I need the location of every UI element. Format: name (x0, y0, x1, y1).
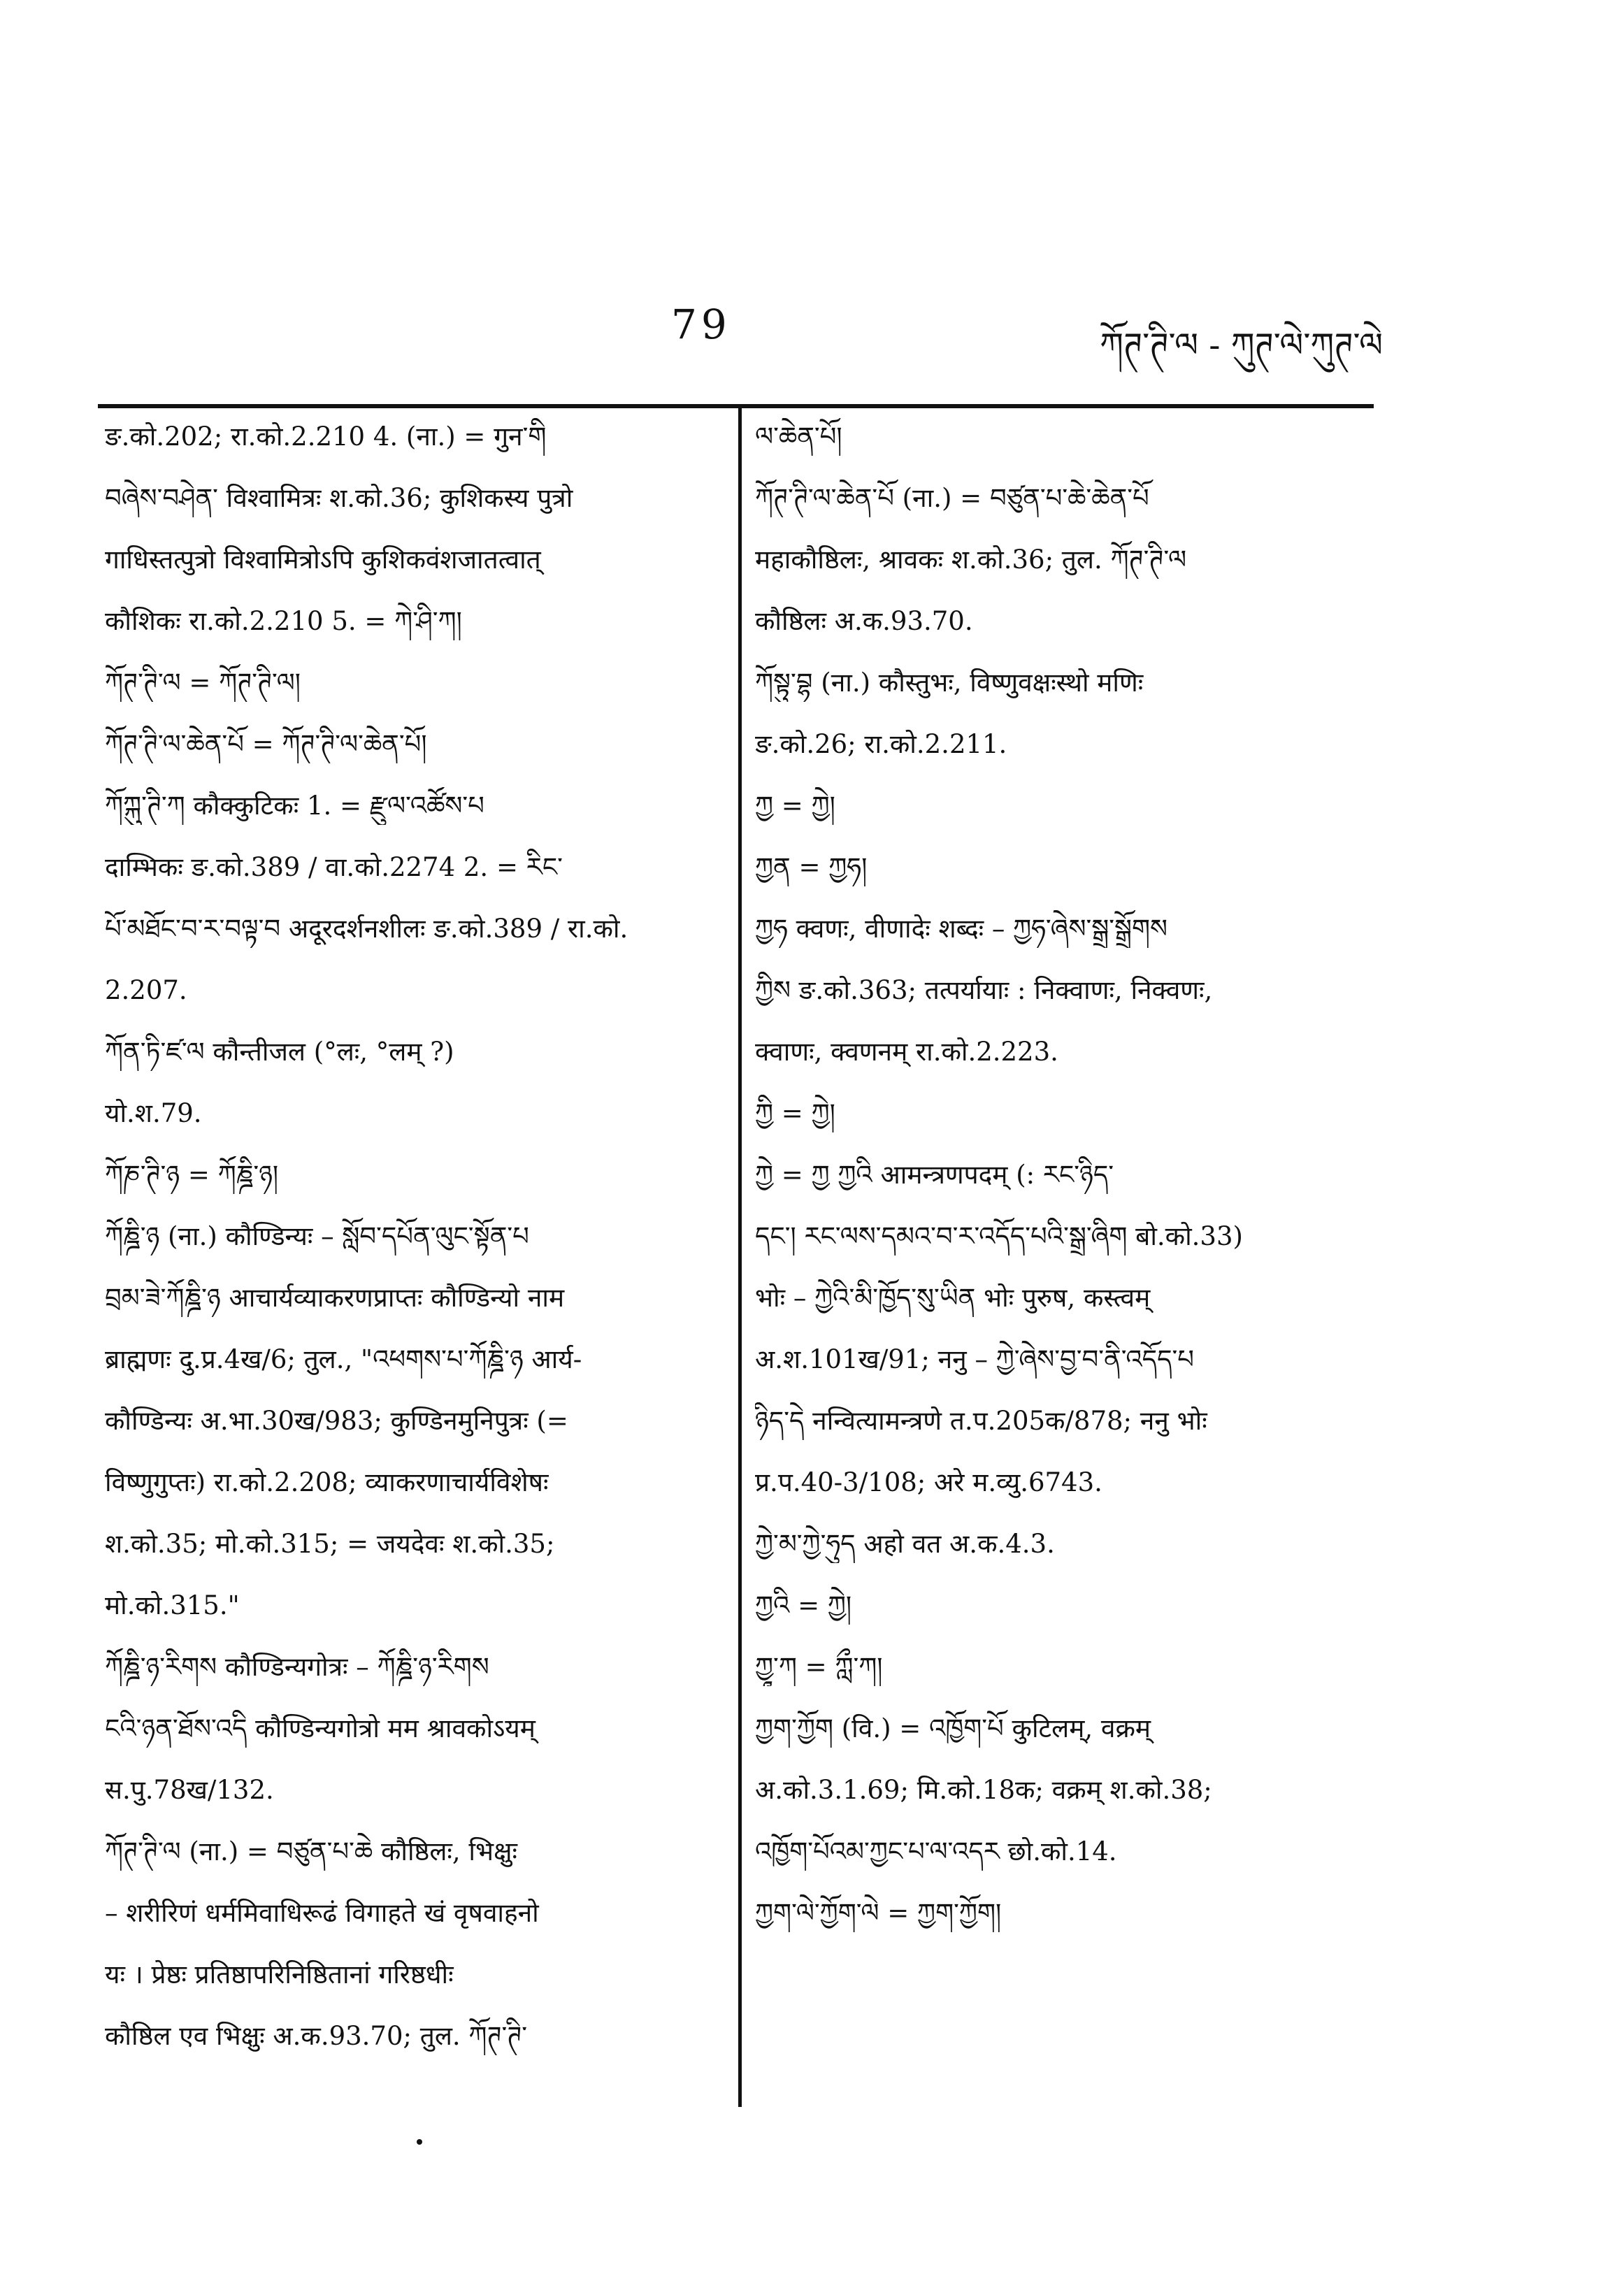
dictionary-line: गाधिस्तत्पुत्रो विश्वामित्रोऽपि कुशिकवंशजातत्वात् (105, 545, 541, 575)
dictionary-line: ཉིད་དེ नन्वित्यामन्त्रणे त.प.205क/878; ननु भोः (755, 1406, 1207, 1436)
dictionary-line: བཞེས་བཤེན་ विश्वामित्रः श.को.36; कुशिकस्य पुत्रो (105, 483, 573, 513)
dictionary-line: विष्णुगुप्तः) रा.को.2.208; व्याकरणाचार्यविशेषः (105, 1467, 549, 1497)
dictionary-line: ཀྱག་ལེ་ཀྱོག་ལེ = ཀྱག་ཀྱོག། (755, 1898, 1002, 1928)
dictionary-line: अ.को.3.1.69; मि.को.18क; वक्रम् श.को.38; (755, 1775, 1212, 1805)
dictionary-line: ཀོསྟུ་བྷ (ना.) कौस्तुभः, विष्णुवक्षःस्थो मणिः (755, 668, 1144, 698)
dictionary-line: ཀོཊ་ཊི་ལ = ཀོཊ་ཊི་ལ། (105, 668, 301, 698)
dictionary-line: ངའི་ཉན་ཐོས་འདི कौण्डिन्यगोत्रो मम श्रावकोऽयम् (105, 1713, 536, 1743)
dictionary-line: दाम्भिकः ङ.को.389 / वा.को.2274 2. = རིང་ (105, 852, 563, 882)
dictionary-line: བྲམ་ཟེ་ཀོཎྜི་ཉ आचार्यव्याकरणप्राप्तः कौण्डिन्यो नाम (105, 1283, 565, 1313)
left-column (105, 418, 713, 2079)
dictionary-line: – शरीरिणं धर्ममिवाधिरूढं विगाहते खं वृषवाहनो (105, 1898, 539, 1928)
dictionary-line: महाकौष्ठिलः, श्रावकः श.को.36; तुल. ཀོཊ་ཊི་ལ (755, 545, 1187, 575)
dictionary-line: मो.को.315." (105, 1590, 240, 1620)
page-number: 79 (671, 301, 731, 348)
dictionary-line: क्वाणः, क्वणनम् रा.को.2.223. (755, 1037, 1058, 1067)
dictionary-line: ཀྱག་ཀྱོག (वि.) = འཁྱོག་པོ कुटिलम्, वक्रम् (755, 1713, 1151, 1743)
dictionary-line: ཀྱེ = ཀྱ ཀྱའི आमन्त्रणपदम् (: རང་ཉིད་ (755, 1160, 1114, 1190)
dictionary-line: ཀོཎ་ཊི་ཉ = ཀོཎྜི་ཉ། (105, 1160, 279, 1190)
dictionary-line: ब्राह्मणः दु.प्र.4ख/6; तुल., "འཕགས་པ་ཀོཎྜི་ཉ आर्य- (105, 1344, 582, 1374)
dictionary-line: ཀོཀྐུ་ཊི་ཀ कौक्कुटिकः 1. = རྫུལ་འཚོས་པ (105, 791, 484, 821)
dictionary-line: कौष्ठिल एव भिक्षुः अ.क.93.70; तुल. ཀོཊ་ཊི་ (105, 2021, 528, 2051)
dictionary-line: अ.श.101ख/91; ननु – ཀྱེ་ཞེས་བྱ་བ་ནི་འདོད་པ (755, 1344, 1195, 1374)
dictionary-line: ཀོཊ་ཊི་ལ (ना.) = བཙུན་པ་ཆེ कौष्ठिलः, भिक्षुः (105, 1836, 518, 1866)
right-column (755, 418, 1370, 1956)
dictionary-line: ङ.को.26; रा.को.2.211. (755, 729, 1007, 759)
dictionary-line: ཀྱི = ཀྱེ། (755, 1098, 835, 1128)
running-head: ཀོཊ་ཊི་ལ - ཀུཊ་ལེ་ཀུཊ་ལེ (1100, 326, 1383, 365)
dictionary-line: कौण्डिन्यः अ.भा.30ख/983; कुण्डिनमुनिपुत्रः (= (105, 1406, 568, 1436)
dictionary-line: ཀོན་ཏི་ཛ་ལ कौन्तीजल (°लः, °लम् ?) (105, 1037, 454, 1067)
dictionary-line: श.को.35; मो.को.315; = जयदेवः श.को.35; (105, 1529, 555, 1559)
dictionary-line: ཀོཊ་ཊི་ལ་ཆེན་པོ = ཀོཊ་ཊི་ལ་ཆེན་པོ། (105, 729, 427, 759)
dictionary-line: ཀྱིས ङ.को.363; तत्पर्यायाः : निक्वाणः, निक्वणः, (755, 975, 1213, 1005)
dictionary-line: ཀོཎྜི་ཉ (ना.) कौण्डिन्यः – སློབ་དཔོན་ལུང་སྟོན་པ (105, 1221, 529, 1251)
dictionary-line: འཁྱོག་པོའམ་ཀྱང་པ་ལ་འདར छो.को.14. (755, 1836, 1117, 1866)
dictionary-line: ཀོཎྜི་ཉ་རིགས कौण्डिन्यगोत्रः – ཀོཎྜི་ཉ་རིགས (105, 1652, 489, 1682)
dictionary-line: यः । प्रेष्ठः प्रतिष्ठापरिनिष्ठितानां गरिष्ठधीः (105, 1959, 454, 1990)
dictionary-line: ལ་ཆེན་པོ། (755, 422, 842, 452)
dictionary-line: भोः – ཀྱེའི་མི་ཁྱོད་སུ་ཡིན भोः पुरुष, कस्त्वम् (755, 1283, 1151, 1313)
dictionary-line: ङ.को.202; रा.को.2.210 4. (ना.) = गुन་གི (105, 422, 547, 452)
column-divider (738, 408, 742, 2107)
dictionary-line: स.पु.78ख/132. (105, 1775, 274, 1805)
page-mark (417, 2139, 422, 2145)
dictionary-line: ཀྱཱ་ཀ = ཀླྀ་ཀ། (755, 1652, 883, 1682)
dictionary-line: ཀྱཧ क्वणः, वीणादेः शब्दः – ཀྱཧ་ཞེས་སྒྲ་སྒྲོགས (755, 914, 1167, 944)
dictionary-line: प्र.प.40-3/108; अरे म.व्यु.6743. (755, 1467, 1102, 1497)
dictionary-line: कौशिकः रा.को.2.210 5. = ཀེ་ཤི་ཀ། (105, 606, 462, 636)
dictionary-line: ཀྱ = ཀྱེ། (755, 791, 835, 821)
dictionary-line: ཀོཊ་ཊི་ལ་ཆེན་པོ (ना.) = བཙུན་པ་ཆེ་ཆེན་པོ (755, 483, 1149, 513)
dictionary-line: ཀྱའི = ཀྱེ། (755, 1590, 852, 1620)
dictionary-line: कौष्ठिलः अ.क.93.70. (755, 606, 973, 636)
dictionary-line: ཀྱན = ཀྱཧ། (755, 852, 868, 882)
dictionary-line: དང་། རང་ལས་དམའ་བ་ར་འདོད་པའི་སྒྲ་ཞིག बो.को.33) (755, 1221, 1243, 1251)
header-rule (98, 404, 1374, 408)
dictionary-line: ཀྱེ་མ་ཀྱེ་ཧུད अहो वत अ.क.4.3. (755, 1529, 1055, 1559)
dictionary-line: པོ་མཐོང་བ་ར་བལྟ་བ अदूरदर्शनशीलः ङ.को.389 / रा.को. (105, 914, 628, 944)
dictionary-line: यो.श.79. (105, 1098, 202, 1128)
dictionary-line: 2.207. (105, 975, 187, 1005)
